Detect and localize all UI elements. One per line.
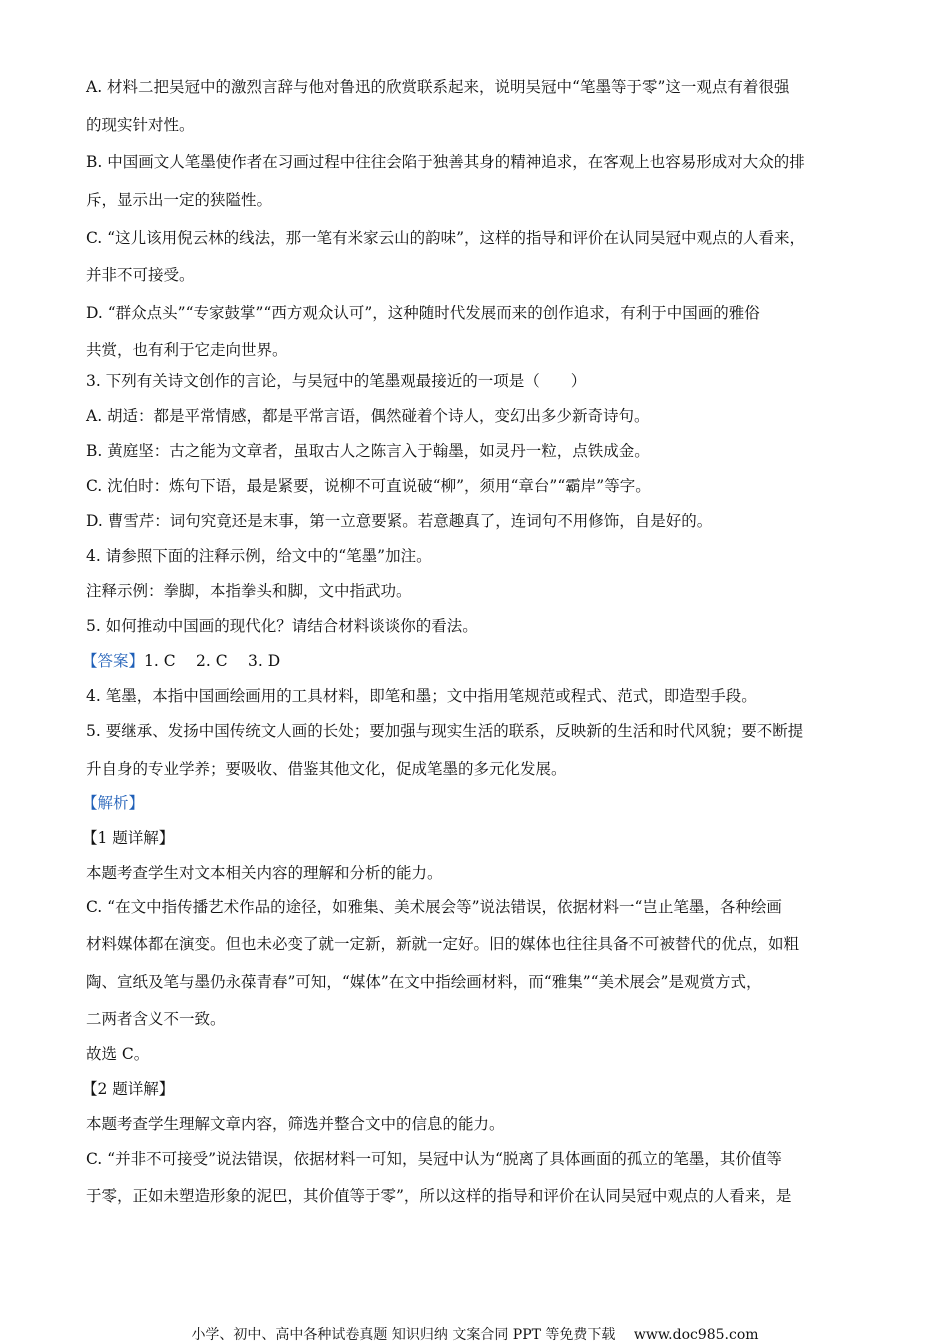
text-line: 并非不可接受。: [86, 266, 195, 284]
text-line: B. 中国画文人笔墨使作者在习画过程中往往会陷于独善其身的精神追求，在客观上也容易形成对大众的排: [86, 153, 805, 171]
option-c: C. 沈伯时：炼句下语，最是紧要，说柳不可直说破“柳”，须用“章台”“霸岸”等字。: [86, 477, 651, 495]
text-line: C. “在文中指传播艺术作品的途径，如雅集、美术展会等”说法错误，依据材料一“岂止笔墨，各种绘画: [86, 898, 782, 916]
text-line: 材料媒体都在演变。但也未必变了就一定新，新就一定好。旧的媒体也往往具备不可被替代的优点，如粗: [86, 935, 800, 953]
detail-heading-1: 【1 题详解】: [82, 829, 175, 847]
question-4: 4. 请参照下面的注释示例，给文中的“笔墨”加注。: [86, 547, 432, 565]
option-b: B. 黄庭坚：古之能为文章者，虽取古人之陈言入于翰墨，如灵丹一粒，点铁成金。: [86, 442, 650, 460]
text-line: 本题考查学生对文本相关内容的理解和分析的能力。: [86, 864, 443, 882]
text-line: 陶、宣纸及笔与墨仍永葆青春”可知，“媒体”在文中指绘画材料，而“雅集”“美术展会”是观赏方式，: [86, 973, 762, 991]
text-line: 共赏，也有利于它走向世界。: [86, 341, 288, 359]
option-d: D. 曹雪芹：词句究竟还是末事，第一立意要紧。若意趣真了，连词句不用修饰，自是好的。: [86, 512, 713, 530]
text-line: C. “这儿该用倪云林的线法，那一笔有米家云山的韵味”，这样的指导和评价在认同吴冠中观点的人看来，: [86, 229, 806, 247]
text-line: C. “并非不可接受”说法错误，依据材料一可知，吴冠中认为“脱离了具体画面的孤立的笔墨，其价值等: [86, 1150, 782, 1168]
text-line: 故选 C。: [86, 1045, 150, 1063]
answer-text: 1. C 2. C 3. D: [144, 652, 281, 670]
page-footer: 小学、初中、高中各种试卷真题 知识归纳 文案合同 PPT 等免费下载 www.doc985.com: [191, 1327, 759, 1343]
annotation-example: 注释示例：拳脚，本指拳头和脚，文中指武功。: [86, 582, 412, 600]
text-line: A. 材料二把吴冠中的激烈言辞与他对鲁迅的欣赏联系起来，说明吴冠中“笔墨等于零”这一观点有着很强: [86, 78, 790, 96]
answer-tag: 【答案】: [82, 652, 145, 670]
option-a: A. 胡适：都是平常情感，都是平常言语，偶然碰着个诗人，变幻出多少新奇诗句。: [86, 407, 650, 425]
text-line: D. “群众点头”“专家鼓掌”“西方观众认可”，这种随时代发展而来的创作追求，有利于中国画的雅俗: [86, 304, 760, 322]
text-line: 二两者含义不一致。: [86, 1010, 226, 1028]
question-5: 5. 如何推动中国画的现代化？请结合材料谈谈你的看法。: [86, 617, 478, 635]
answer-5: 5. 要继承、发扬中国传统文人画的长处；要加强与现实生活的联系，反映新的生活和时代风貌；要不断提: [86, 722, 804, 740]
text-line: 升自身的专业学养；要吸收、借鉴其他文化，促成笔墨的多元化发展。: [86, 760, 567, 778]
analysis-tag: 【解析】: [82, 794, 145, 812]
text-line: 于零，正如未塑造形象的泥巴，其价值等于零”，所以这样的指导和评价在认同吴冠中观点的人看来，是: [86, 1187, 792, 1205]
detail-heading-2: 【2 题详解】: [82, 1080, 175, 1098]
answer-line: [82, 652, 280, 670]
text-line: 斥，显示出一定的狭隘性。: [86, 191, 273, 209]
text-line: 本题考查学生理解文章内容，筛选并整合文中的信息的能力。: [86, 1115, 505, 1133]
answer-4: 4. 笔墨，本指中国画绘画用的工具材料，即笔和墨；文中指用笔规范或程式、范式，即造型手段。: [86, 687, 757, 705]
text-line: 的现实针对性。: [86, 116, 195, 134]
question-3: 3. 下列有关诗文创作的言论，与吴冠中的笔墨观最接近的一项是（ ）: [86, 372, 587, 390]
